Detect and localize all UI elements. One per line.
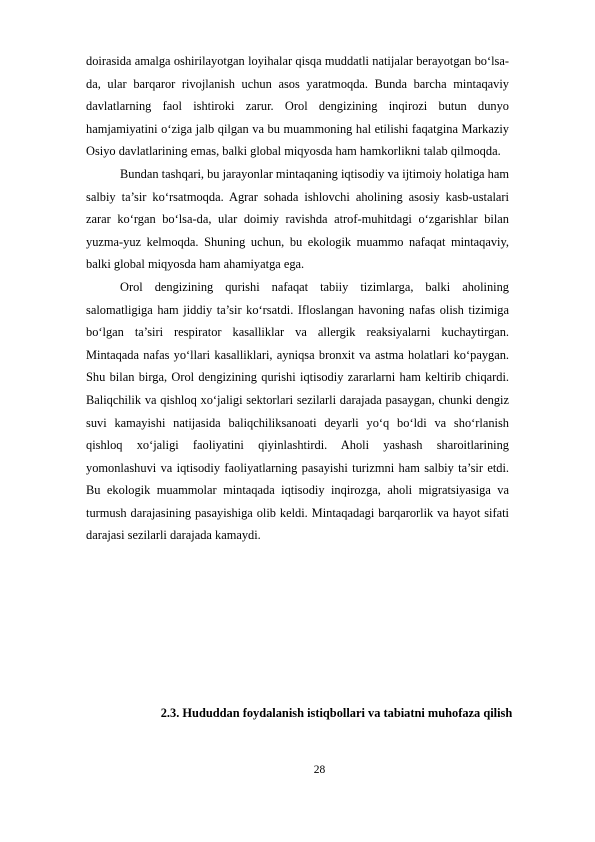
section-heading: 2.3. Hududdan foydalanish istiqbollari va tabiatni muhofaza qilish xyxy=(160,706,513,720)
paragraph-economic-impact: Bundan tashqari, bu jarayonlar mintaqaning iqtisodiy va ijtimoiy holatiga ham salbiy ta’sir ko‘rsatmoqda. Agrar sohada ishlovchi aholining asosiy kasb-ustalari zarar ko‘rgan bo‘lsa-da, ular doimiy ravishda atrof-muhitdagi o‘zgarishlar bilan yuzma-yuz kelmoqda. Shuning uchun, bu ekologik muammo nafaqat mintaqaviy, balki global miqyosda ham ahamiyatga ega. xyxy=(86,166,509,272)
paragraph-continuation: doirasida amalga oshirilayotgan loyihalar qisqa muddatli natijalar berayotgan bo‘lsa-da, ular barqaror rivojlanish uchun asos yaratmoqda. Bunda barcha mintaqaviy davlatlarning faol ishtiroki zarur. Orol dengizining inqirozi butun dunyo hamjamiyatini o‘ziga jalb qilgan va bu muammoning hal etilishi faqatgina Markaziy Osiyo davlatlarining emas, balki global miqyosda ham hamkorlikni talab qilmoqda. xyxy=(86,54,509,159)
body-text xyxy=(86,50,509,547)
paragraph-health-impact: Orol dengizining qurishi nafaqat tabiiy tizimlarga, balki aholining salomatligiga ham jiddiy ta’sir ko‘rsatdi. Ifloslangan havoning nafas olish tizimiga bo‘lgan ta’siri respirator kasalliklar va allergik reaksiyalarni kuchaytirgan. Mintaqada nafas yo‘llari kasalliklari, ayniqsa bronxit va astma holatlari ko‘paygan. Shu bilan birga, Orol dengizining qurishi iqtisodiy zararlarni ham keltirib chiqardi. Baliqchilik va qishloq xo‘jaligi sektorlari sezilarli darajada pasaygan, chunki dengiz suvi kamayishi natijasida baliqchiliksanoati deyarli yo‘q bo‘ldi va sho‘rlanish qishloq xo‘jaligi faoliyatini qiyinlashtirdi. Aholi yashash sharoitlarining yomonlashuvi va iqtisodiy faoliyatlarning pasayishi turizmni ham salbiy ta’sir etdi. Bu ekologik muammolar mintaqada iqtisodiy inqirozga, aholi migratsiyasiga va turmush darajasining pasayishiga olib keldi. Mintaqadagi barqarorlik va hayot sifati darajasi sezilarli darajada kamaydi. xyxy=(86,279,509,543)
page-number: 28 xyxy=(313,764,326,776)
